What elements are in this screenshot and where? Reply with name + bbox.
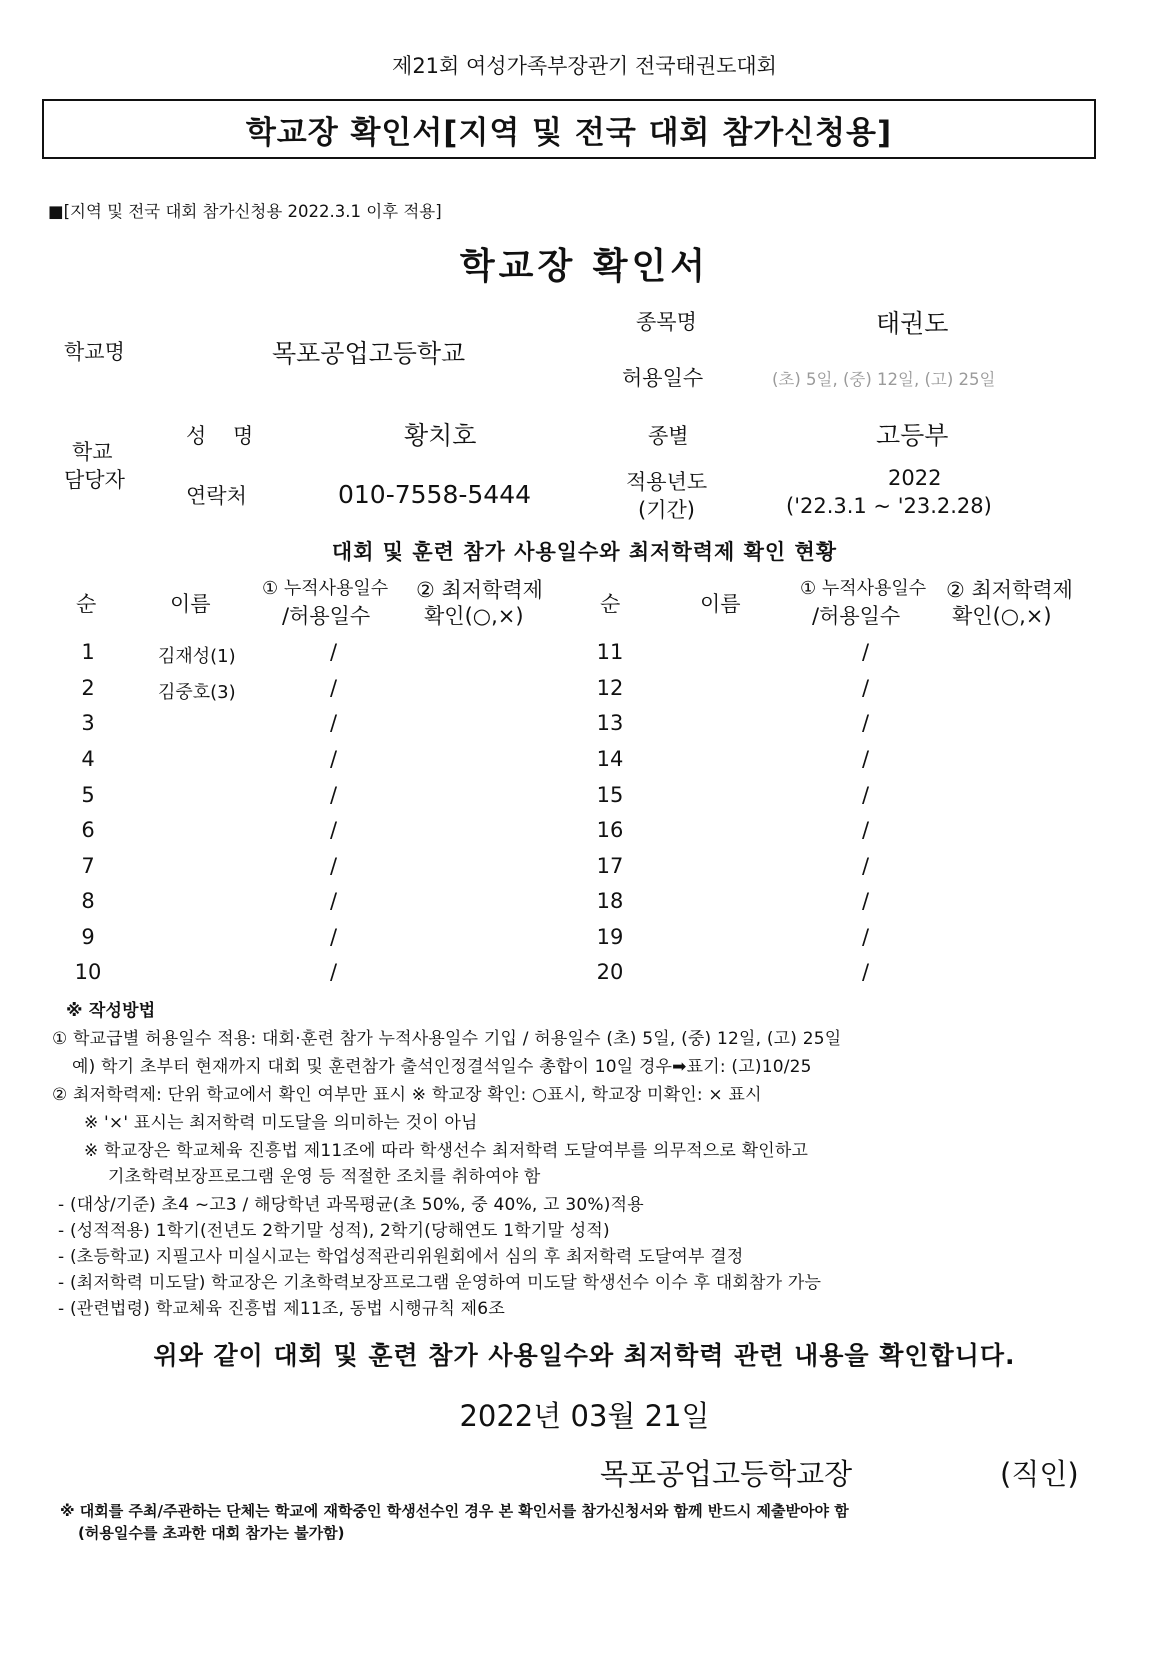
method-line: - (성적적용) 1학기(전년도 2학기말 성적), 2학기(당해연도 1학기말 성적) — [58, 1221, 610, 1241]
table-row-no: 6 — [81, 818, 95, 842]
table-row-no: 12 — [596, 676, 624, 700]
col-no-left: 순 — [76, 592, 97, 616]
table-row-days: / — [862, 640, 870, 664]
signer-name: 목포공업고등학교장 — [600, 1457, 853, 1491]
col-min-left-line2: 확인(○,×) — [424, 604, 524, 628]
table-row-no: 19 — [596, 925, 624, 949]
footnote-line2: (허용일수를 초과한 대회 참가는 불가함) — [78, 1524, 345, 1542]
table-row-no: 8 — [81, 889, 95, 913]
table-row-days: / — [330, 783, 338, 807]
period-value: ('22.3.1 ~ '23.2.28) — [786, 494, 992, 518]
table-row-days: / — [330, 960, 338, 984]
method-line: ※ '×' 표시는 최저학력 미도달을 의미하는 것이 아님 — [84, 1113, 478, 1133]
method-line: 기초학력보장프로그램 운영 등 적절한 조치를 취하여야 함 — [108, 1167, 541, 1187]
method-line: - (최저학력 미도달) 학교장은 기초학력보장프로그램 운영하여 미도달 학생선수 이수 후 대회참가 가능 — [58, 1273, 822, 1293]
name-value: 황치호 — [404, 421, 477, 450]
event-title: 제21회 여성가족부장관기 전국태권도대회 — [392, 54, 777, 78]
table-row-days: / — [862, 711, 870, 735]
allowed-days-value: (초) 5일, (중) 12일, (고) 25일 — [772, 370, 996, 389]
col-min-right-line2: 확인(○,×) — [952, 604, 1052, 628]
method-heading: ※ 작성방법 — [66, 1001, 156, 1021]
table-row-no: 7 — [81, 854, 95, 878]
footnote-line1: ※ 대회를 주최/주관하는 단체는 학교에 재학중인 학생선수인 경우 본 확인서를 참가신청서와 함께 반드시 제출받아야 함 — [60, 1502, 849, 1520]
confirm-date: 2022년 03월 21일 — [459, 1399, 710, 1433]
contact-label-line1: 학교 — [72, 440, 113, 464]
form-note: ■[지역 및 전국 대회 참가신청용 2022.3.1 이후 적용] — [48, 202, 442, 221]
phone-label: 연락처 — [186, 484, 247, 508]
table-row-days: / — [862, 747, 870, 771]
year-value: 2022 — [888, 466, 942, 490]
col-days-right-line1: ① 누적사용일수 — [800, 578, 927, 599]
col-name-left: 이름 — [170, 592, 211, 616]
form-title-box — [42, 99, 1096, 159]
table-row-no: 9 — [81, 925, 95, 949]
school-value: 목포공업고등학교 — [272, 339, 466, 368]
table-row-days: / — [330, 747, 338, 771]
table-row-days: / — [862, 925, 870, 949]
table-row-days: / — [330, 925, 338, 949]
col-name-right: 이름 — [700, 592, 741, 616]
table-row-no: 1 — [81, 640, 95, 664]
col-days-left-line2: /허용일수 — [282, 604, 371, 628]
table-row-days: / — [330, 889, 338, 913]
table-row-no: 20 — [596, 960, 624, 984]
seal-mark: (직인) — [1000, 1457, 1079, 1491]
allowed-days-label: 허용일수 — [622, 366, 704, 390]
method-line: ② 최저학력제: 단위 학교에서 확인 여부만 표시 ※ 학교장 확인: ○표시, 학교장 미확인: × 표시 — [52, 1085, 762, 1105]
col-no-right: 순 — [600, 592, 621, 616]
method-line: - (관련법령) 학교체육 진흥법 제11조, 동법 시행규칙 제6조 — [58, 1299, 505, 1319]
name-label: 성 명 — [186, 424, 254, 448]
col-min-right-line1: ② 최저학력제 — [946, 578, 1073, 602]
table-row-no: 16 — [596, 818, 624, 842]
table-row-days: / — [330, 676, 338, 700]
sport-label: 종목명 — [636, 310, 697, 334]
table-heading: 대회 및 훈련 참가 사용일수와 최저학력제 확인 현황 — [331, 540, 838, 564]
method-line: ※ 학교장은 학교체육 진흥법 제11조에 따라 학생선수 최저학력 도달여부를 의무적으로 확인하고 — [84, 1141, 809, 1161]
col-days-left-line1: ① 누적사용일수 — [262, 578, 389, 599]
table-row-no: 11 — [596, 640, 624, 664]
category-label: 종별 — [648, 424, 689, 448]
table-row-no: 10 — [74, 960, 102, 984]
table-row-days: / — [862, 818, 870, 842]
table-row-no: 3 — [81, 711, 95, 735]
year-label-line1: 적용년도 — [626, 470, 708, 494]
school-label: 학교명 — [64, 340, 125, 364]
category-value: 고등부 — [876, 421, 949, 450]
table-row-days: / — [330, 711, 338, 735]
table-row-no: 15 — [596, 783, 624, 807]
table-row-name: 김재성(1) — [158, 646, 236, 667]
table-row-no: 13 — [596, 711, 624, 735]
table-row-days: / — [862, 783, 870, 807]
table-row-no: 4 — [81, 747, 95, 771]
table-row-days: / — [862, 960, 870, 984]
table-row-days: / — [862, 676, 870, 700]
method-line: 예) 학기 초부터 현재까지 대회 및 훈련참가 출석인정결석일수 총합이 10일 경우➡표기: (고)10/25 — [72, 1057, 812, 1077]
table-row-days: / — [330, 854, 338, 878]
table-row-no: 14 — [596, 747, 624, 771]
table-row-no: 5 — [81, 783, 95, 807]
table-row-no: 17 — [596, 854, 624, 878]
doc-title: 학교장 확인서 — [459, 246, 710, 287]
table-row-days: / — [330, 818, 338, 842]
table-row-no: 2 — [81, 676, 95, 700]
table-row-days: / — [862, 854, 870, 878]
method-line: - (초등학교) 지필고사 미실시교는 학업성적관리위원회에서 심의 후 최저학력 도달여부 결정 — [58, 1247, 744, 1267]
year-label-line2: (기간) — [638, 498, 695, 522]
sport-value: 태권도 — [876, 309, 949, 338]
phone-value: 010-7558-5444 — [338, 480, 532, 509]
method-line: - (대상/기준) 초4 ~고3 / 해당학년 과목평균(초 50%, 중 40%, 고 30%)적용 — [58, 1195, 644, 1215]
table-row-name: 김중호(3) — [158, 682, 236, 703]
method-line: ① 학교급별 허용일수 적용: 대회·훈련 참가 누적사용일수 기입 / 허용일수 (초) 5일, (중) 12일, (고) 25일 — [52, 1029, 842, 1049]
col-min-left-line1: ② 최저학력제 — [416, 578, 543, 602]
form-title: 학교장 확인서[지역 및 전국 대회 참가신청용] — [245, 114, 893, 151]
confirm-statement: 위와 같이 대회 및 훈련 참가 사용일수와 최저학력 관련 내용을 확인합니다. — [153, 1341, 1016, 1370]
col-days-right-line2: /허용일수 — [812, 604, 901, 628]
table-row-no: 18 — [596, 889, 624, 913]
table-row-days: / — [330, 640, 338, 664]
table-row-days: / — [862, 889, 870, 913]
contact-label-line2: 담당자 — [64, 468, 125, 492]
